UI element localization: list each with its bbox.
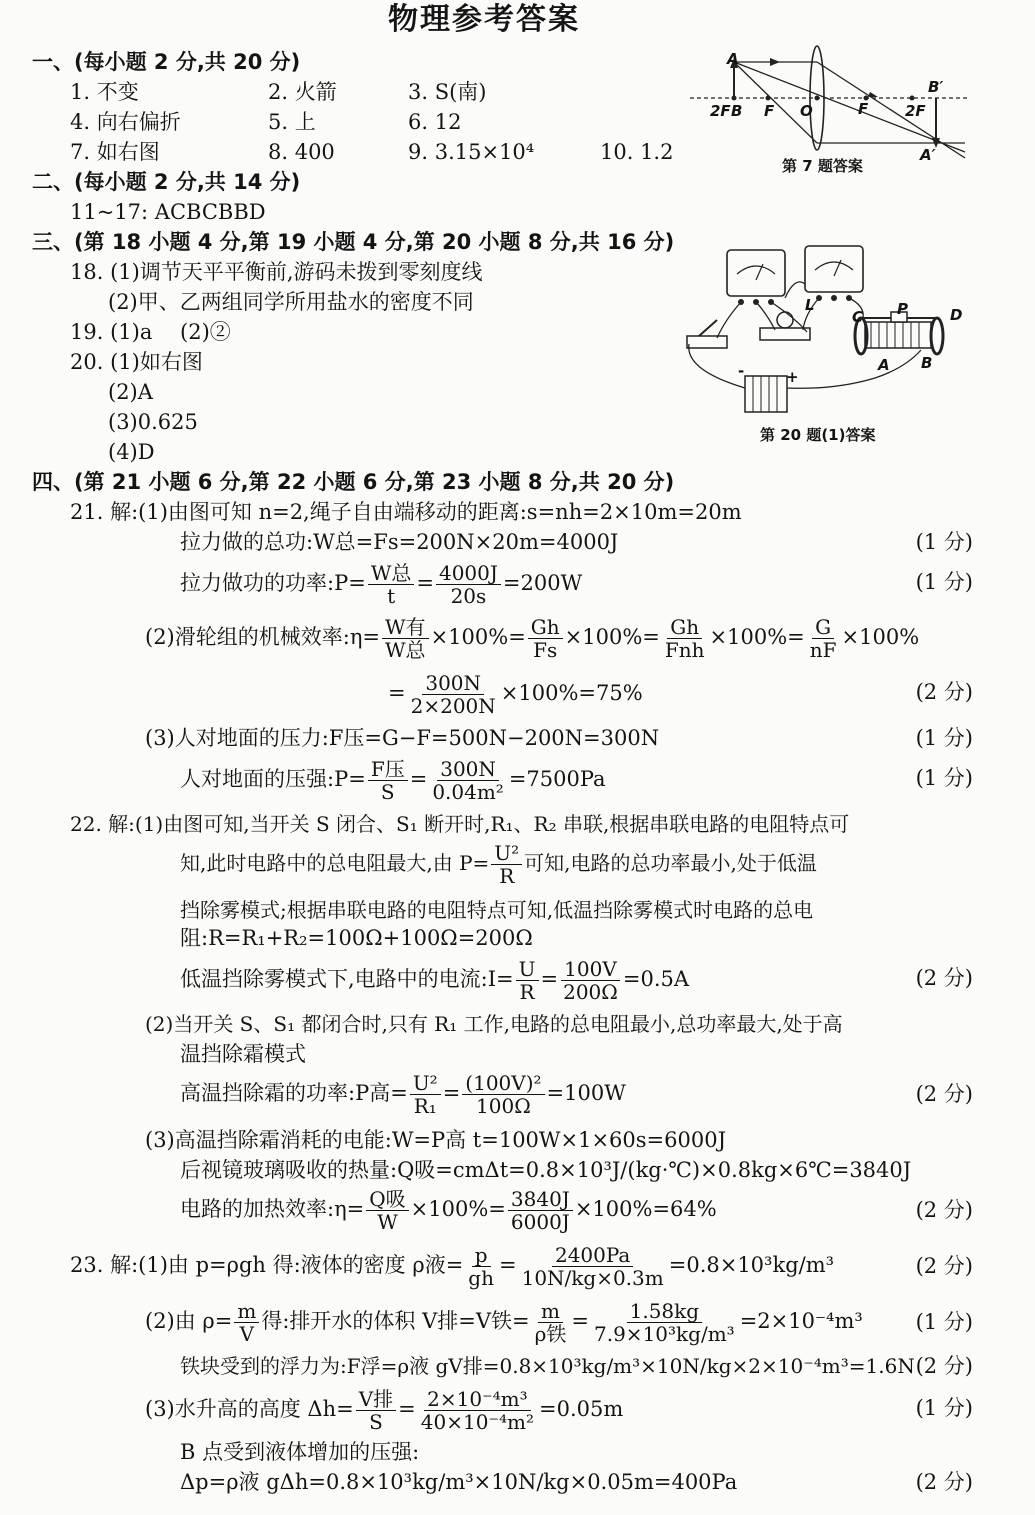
q23-score-4: (1 分) (915, 1396, 973, 1420)
q18-2: (2)甲、乙两组同学所用盐水的密度不同 (108, 290, 474, 314)
q21-score-4: (1 分) (915, 726, 973, 750)
answer-10: 10. 1.2 (600, 140, 674, 164)
q22-line-10: 后视镜玻璃吸收的热量:Q吸=cmΔt=0.8×10³J/(kg·℃)×0.8kg×6℃=3840J (180, 1158, 912, 1182)
q23-line-2: (2)由 ρ= $\frac{m}{V}$ 得:排开水的体积 V排=V铁= $\frac{m}{\text{ρ铁}}$ = $\frac{1.58kg}{\text{7.9×10³kg/m³}}$ =2×10⁻⁴m³ (145, 1299, 863, 1346)
q20-3: (3)0.625 (108, 410, 198, 434)
q21-line-7: 人对地面的压强:P= $\frac{\text{F压}}{S}$ = $\frac{300N}{\text{0.04m²}}$ =7500Pa (180, 757, 606, 804)
q21-line-3: 拉力做功的功率:P= $\frac{\text{W总}}{t}$ = $\frac{4000J}{20s}$ =200W (180, 561, 583, 608)
figure-20-caption: 第 20 题(1)答案 (760, 426, 876, 444)
lens-label-a-prime: A′ (920, 146, 936, 164)
section-3-heading: 三、(第 18 小题 4 分,第 19 小题 4 分,第 20 小题 8 分,共 16 分) (32, 230, 675, 254)
answer-9: 9. 3.15×10⁴ (408, 140, 535, 164)
q23-line-4: (3)水升高的高度 Δh= $\frac{\text{V排}}{S}$ = $\frac{\text{2×10⁻⁴m³}}{\text{40×10⁻⁴m²}}$ =0.05m (145, 1387, 624, 1434)
lens-label-2f-right: 2F (905, 102, 926, 120)
q20-1: 20. (1)如右图 (70, 350, 203, 374)
answer-1: 1. 不变 (70, 80, 139, 104)
q21-line-2: 拉力做的总功:W总=Fs=200N×20m=4000J (180, 530, 619, 554)
q22-line-4: 阻:R=R₁+R₂=100Ω+100Ω=200Ω (180, 926, 533, 950)
q21-line-4: (2)滑轮组的机械效率:η= $\frac{\text{W有}}{\text{W总}}$ ×100%= $\frac{Gh}{Fs}$ ×100%= $\frac{Gh}{\text{Fnh}}$ ×100%= $\frac{G}{nF}$ ×100% (145, 615, 920, 662)
q22-line-5: 低温挡除雾模式下,电路中的电流:I= $\frac{U}{R}$ = $\frac{100V}{200\Omega}$ =0.5A (180, 957, 690, 1004)
circuit-label-b: B (921, 354, 933, 372)
battery-plus-label: + (786, 368, 799, 386)
lens-label-f-right: F (858, 100, 869, 118)
circuit-label-c: C (852, 308, 864, 326)
answers-11-17: 11~17: ACBCBBD (70, 200, 266, 224)
answer-6: 6. 12 (408, 110, 462, 134)
q23-score-1: (2 分) (915, 1254, 973, 1278)
q22-score-3: (2 分) (915, 1198, 973, 1222)
q18-1: 18. (1)调节天平平衡前,游码未拨到零刻度线 (70, 260, 483, 284)
q22-line-3: 挡除雾模式;根据串联电路的电阻特点可知,低温挡除雾模式时电路的总电 (180, 898, 814, 922)
q22-score-1: (2 分) (915, 966, 973, 990)
q22-line-7: 温挡除霜模式 (180, 1042, 306, 1066)
q21-score-3: (2 分) (915, 680, 973, 704)
lens-label-o: O (800, 102, 813, 120)
q23-score-5: (2 分) (915, 1470, 973, 1494)
q20-4: (4)D (108, 440, 155, 464)
section-1-heading: 一、(每小题 2 分,共 20 分) (32, 50, 301, 74)
answer-3: 3. S(南) (408, 80, 487, 104)
lens-label-2f-left: 2F (710, 102, 731, 120)
q21-score-1: (1 分) (915, 530, 973, 554)
answer-7: 7. 如右图 (70, 140, 160, 164)
circuit-label-a: A (878, 356, 890, 374)
answer-4: 4. 向右偏折 (70, 110, 181, 134)
circuit-diagram (685, 240, 970, 425)
q19: 19. (1)a (2)② (70, 320, 231, 344)
q22-line-11: 电路的加热效率:η= $\frac{\text{Q吸}}{W}$ ×100%= $\frac{3840J}{6000J}$ ×100%=64% (180, 1187, 717, 1234)
q23-line-3: 铁块受到的浮力为:F浮=ρ液 gV排=0.8×10³kg/m³×10N/kg×2×10⁻⁴m³=1.6N (180, 1354, 915, 1378)
section-2-heading: 二、(每小题 2 分,共 14 分) (32, 170, 301, 194)
q22-line-2: 知,此时电路中的总电阻最大,由 P= $\frac{\text{U²}}{R}$ 可知,电路的总功率最小,处于低温 (180, 841, 817, 888)
answer-2: 2. 火箭 (268, 80, 337, 104)
q23-line-6: Δp=ρ液 gΔh=0.8×10³kg/m³×10N/kg×0.05m=400Pa (180, 1470, 738, 1494)
circuit-label-p: P (897, 300, 908, 318)
q21-line-1: 21. 解:(1)由图可知 n=2,绳子自由端移动的距离:s=nh=2×10m=20m (70, 500, 742, 524)
q22-line-1: 22. 解:(1)由图可知,当开关 S 闭合、S₁ 断开时,R₁、R₂ 串联,根据串联电路的电阻特点可 (70, 812, 850, 836)
q22-score-2: (2 分) (915, 1082, 973, 1106)
lens-label-a: A (727, 50, 739, 68)
circuit-label-d: D (950, 306, 963, 324)
battery-minus-label: - (738, 362, 745, 380)
q22-line-8: 高温挡除霜的功率:P高= $\frac{\text{U²}}{\text{R₁}}$ = $\frac{\text{(100V)²}}{100\Omega}$ =100W (180, 1071, 626, 1118)
q23-line-1: 23. 解:(1)由 p=ρgh 得:液体的密度 ρ液= $\frac{p}{gh}$ = $\frac{2400Pa}{10N/kg\times 0.3m}$ =0.8×10³kg/m³ (70, 1243, 835, 1290)
page-title: 物理参考答案 (388, 2, 580, 37)
lens-label-f-left: F (764, 102, 775, 120)
q23-score-2: (1 分) (915, 1310, 973, 1334)
section-4-heading: 四、(第 21 小题 6 分,第 22 小题 6 分,第 23 小题 8 分,共 20 分) (32, 470, 675, 494)
q22-line-9: (3)高温挡除霜消耗的电能:W=P高 t=100W×1×60s=6000J (145, 1128, 727, 1152)
answer-8: 8. 400 (268, 140, 335, 164)
q23-line-5: B 点受到液体增加的压强: (180, 1440, 420, 1464)
q20-2: (2)A (108, 380, 153, 404)
q21-line-5: = $\frac{300N}{2\times 200N}$ ×100%=75% (388, 671, 643, 718)
lens-label-b-prime: B′ (928, 78, 944, 96)
q21-line-6: (3)人对地面的压力:F压=G−F=500N−200N=300N (145, 726, 660, 750)
circuit-label-l: L (805, 296, 815, 314)
answer-5: 5. 上 (268, 110, 316, 134)
q21-score-5: (1 分) (915, 766, 973, 790)
q21-score-2: (1 分) (915, 570, 973, 594)
figure-7-caption: 第 7 题答案 (782, 157, 863, 175)
q23-score-3: (2 分) (915, 1354, 973, 1378)
q22-line-6: (2)当开关 S、S₁ 都闭合时,只有 R₁ 工作,电路的总电阻最小,总功率最大,处于高 (145, 1012, 843, 1036)
lens-label-b: B (731, 102, 743, 120)
